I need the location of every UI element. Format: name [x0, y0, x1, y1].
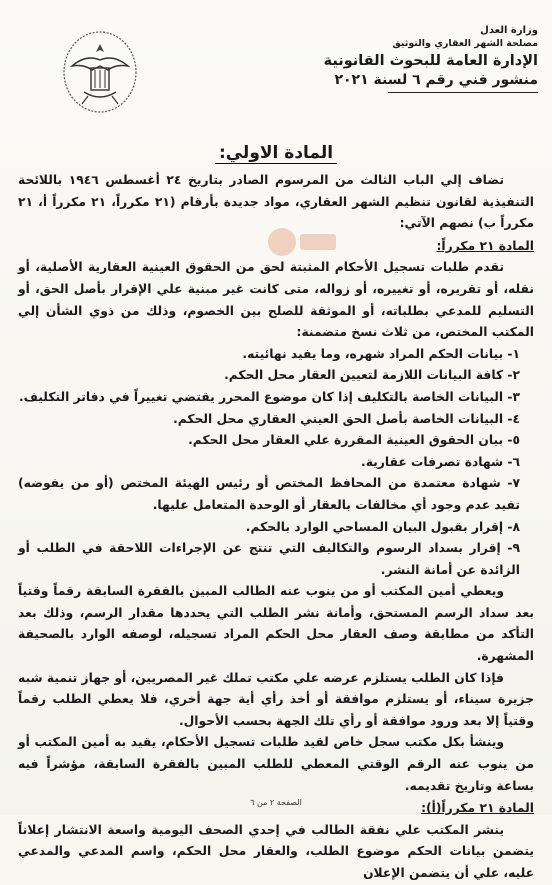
intro-paragraph: تضاف إلي الباب الثالث من المرسوم الصادر بتاريخ ٢٤ أغسطس ١٩٤٦ باللائحة التنفيذية لقانون تنظيم الشهر العقاري، مواد جديدة بأرقام (٢١ مكرراً، ٢١ مكرراً أ، ٢١ مكرراً ب) نصهم الآتي: [18, 173, 534, 231]
list-item: ٨- إقرار بقبول البيان المساحي الوارد بالحكم. [245, 519, 520, 534]
document-body [18, 170, 534, 885]
article-heading-text: المادة الاولي: [215, 143, 337, 164]
circular-number: منشور فني رقم ٦ لسنة ٢٠٢١ [334, 72, 538, 88]
administration-name: الإدارة العامة للبحوث القانونية [323, 53, 538, 69]
page-number: الصفحة ٢ من ٦ [250, 798, 302, 807]
ministry-name: وزارة العدل [480, 25, 538, 36]
list-item: ٩- إقرار بسداد الرسوم والتكاليف التي تنتج عن الإجراءات اللاحقة في الطلب أو الزائدة عن أمانة النشر. [18, 541, 520, 577]
list-item: ١- بيانات الحكم المراد شهره، وما يفيد نهائيته. [242, 346, 520, 361]
header-divider [388, 92, 538, 93]
article-heading [0, 143, 552, 163]
article-21-bis-heading: المادة ٢١ مكرراً: [436, 238, 534, 253]
egypt-eagle-emblem-icon [58, 26, 142, 116]
list-item: ٣- البيانات الخاصة بالتكليف إذا كان موضوع المحرر يقتضي تغييراً في دفاتر التكليف. [18, 389, 520, 404]
list-item: ٢- كافة البيانات اللازمة لتعيين العقار محل الحكم. [224, 368, 520, 383]
list-item: ٤- البيانات الخاصة بأصل الحق العيني العقاري محل الحكم. [173, 411, 520, 426]
list-item: ٧- شهادة معتمدة من المحافظ المختص أو رئيس الهيئة المختص (أو من يفوضه) تفيد عدم وجود أي مخالفات بالعقار أو الوحدة المتعامل عليها. [18, 476, 520, 512]
paragraph-requirements: تقدم طلبات تسجيل الأحكام المثبتة لحق من الحقوق العينية العقارية الأصلية، أو نقله، أو تقريره، أو تغييره، أو زواله، متى كانت غير مبنية علي الإقرار بأصل الحق، أو التسليم للمدعي بطلباته، أو الموثقة للصلح بين الخصوم، وذلك من ذوي الشأن إلي المكتب المختص، من ثلاث نسخ متضمنة: [18, 260, 534, 340]
list-item: ٥- بيان الحقوق العينية المقررة علي العقار محل الحكم. [188, 433, 520, 448]
paragraph-approval: فإذا كان الطلب يستلزم عرضه علي مكتب تملك غير المصريين، أو جهاز تنمية شبه جزيرة سيناء، أو يستلزم موافقة أو أخذ رأي أية جهة أخري، فلا يعطي الطلب رقماً وقتياً إلا بعد ورود موافقة أو رأي تلك الجهة بحسب الأحوال. [18, 670, 534, 728]
paragraph-temporary-number: ويعطي أمين المكتب أو من ينوب عنه الطالب المبين بالفقرة السابقة رقماً وقتياً بعد سداد الرسم المستحق، وأمانة نشر الطلب التي يحددها مقدار الرسم، وذلك بعد التأكد من مطابقة وصف العقار محل الحكم المراد تسجيله، لوصفه الوارد بالصحيفة المشهرة. [18, 584, 534, 664]
list-item: ٦- شهادة تصرفات عقارية. [361, 454, 520, 469]
department-name: مصلحة الشهر العقاري والتوثيق [392, 38, 538, 49]
letterhead [323, 24, 538, 93]
article-21-bis-a-heading: المادة ٢١ مكرراً(أ): [421, 801, 534, 816]
paragraph-register: وينشأ بكل مكتب سجل خاص لقيد طلبات تسجيل الأحكام، يقيد به أمين المكتب أو من ينوب عنه الرقم الوقتي المعطي للطلب المبين بالفقرة السابقة، مؤشراً فيه بساعة وتاريخ تقديمه. [18, 735, 534, 793]
paragraph-publication: ينشر المكتب علي نفقة الطالب في إحدي الصحف اليومية واسعة الانتشار إعلاناً يتضمن بيانات الحكم موضوع الطلب، والعقار محل الحكم، واسم المدعي والمدعي عليه، علي أن يتضمن الإعلان [18, 822, 534, 880]
